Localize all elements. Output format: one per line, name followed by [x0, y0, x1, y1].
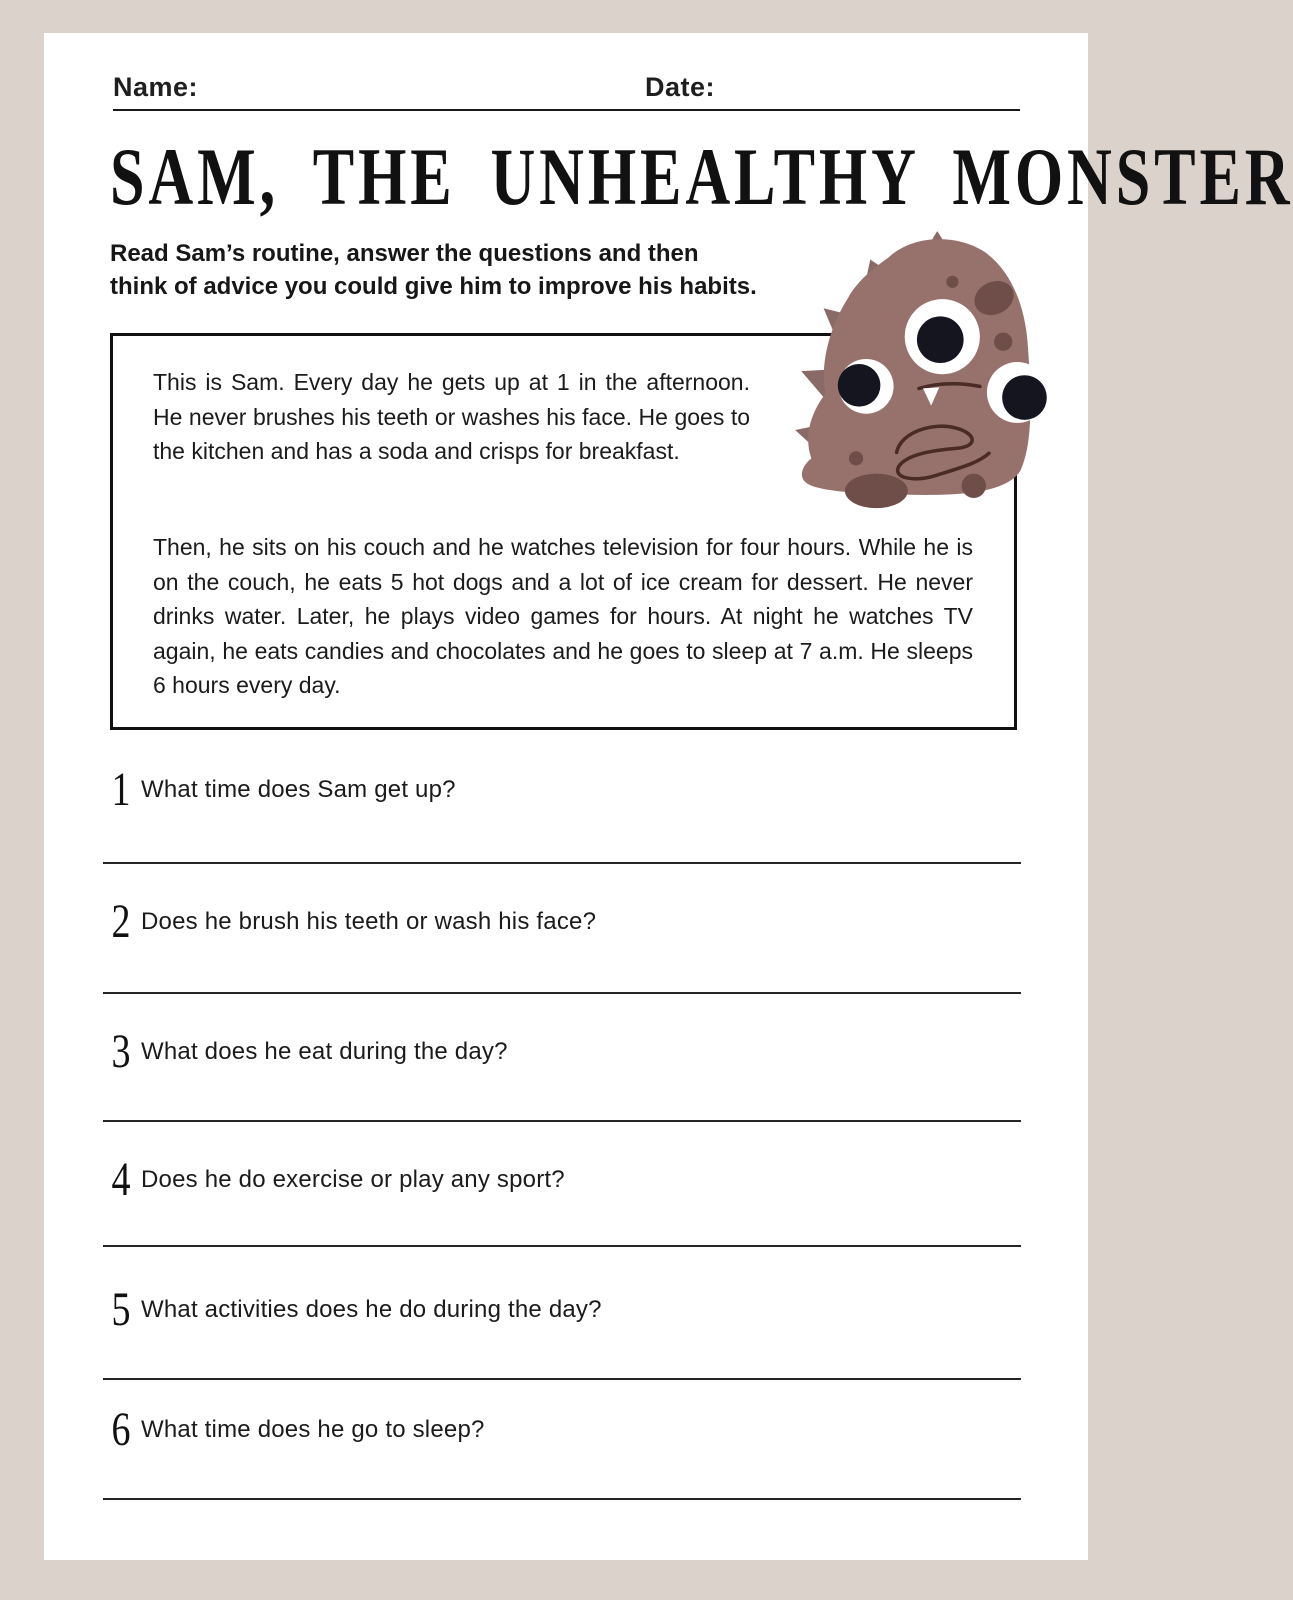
passage-paragraph-1: This is Sam. Every day he gets up at 1 in the afternoon. He never brushes his teeth or washes his face. He goes to the kitchen and has a soda and crisps for breakfast.	[153, 369, 750, 464]
question-2-number: 2	[111, 895, 131, 949]
question-3-number: 3	[111, 1025, 131, 1079]
instructions	[110, 237, 810, 303]
answer-line-2	[103, 992, 1021, 994]
instructions-line-1: Read Sam’s routine, answer the questions and then	[110, 240, 699, 267]
question-4	[108, 1153, 565, 1207]
answer-line-6	[103, 1498, 1021, 1500]
question-6	[108, 1403, 485, 1457]
question-1-number: 1	[111, 763, 131, 817]
question-5	[108, 1283, 602, 1337]
date-label: Date:	[645, 72, 716, 102]
question-1-text: What time does Sam get up?	[141, 776, 456, 803]
question-5-number: 5	[111, 1283, 131, 1337]
question-4-number: 4	[111, 1153, 131, 1207]
name-label: Name:	[113, 72, 199, 102]
answer-line-1	[103, 862, 1021, 864]
question-2	[108, 895, 597, 949]
worksheet-page	[44, 33, 1293, 1560]
monster-illustration	[795, 223, 1049, 499]
question-2-text: Does he brush his teeth or wash his face?	[141, 908, 597, 935]
worksheet-title: SAM, THE UNHEALTHY MONSTER	[110, 130, 1293, 222]
answer-line-4	[103, 1245, 1021, 1247]
question-5-text: What activities does he do during the day?	[141, 1296, 602, 1323]
passage-paragraph-2: Then, he sits on his couch and he watches television for four hours. While he is on the couch, he eats 5 hot dogs and a lot of ice cream for dessert. He never drinks water. Later, he plays video games for hours. At night he watches TV again, he eats candies and chocolates and he goes to sleep at 7 a.m. He sleeps 6 hours every day.	[153, 534, 973, 698]
name-date-rule	[113, 109, 1020, 111]
question-6-number: 6	[111, 1403, 131, 1457]
question-1	[108, 763, 456, 817]
answer-line-3	[103, 1120, 1021, 1122]
question-6-text: What time does he go to sleep?	[141, 1416, 485, 1443]
question-3-text: What does he eat during the day?	[141, 1038, 508, 1065]
answer-line-5	[103, 1378, 1021, 1380]
question-3	[108, 1025, 508, 1079]
instructions-line-2: think of advice you could give him to improve his habits.	[110, 273, 757, 300]
question-4-text: Does he do exercise or play any sport?	[141, 1166, 565, 1193]
